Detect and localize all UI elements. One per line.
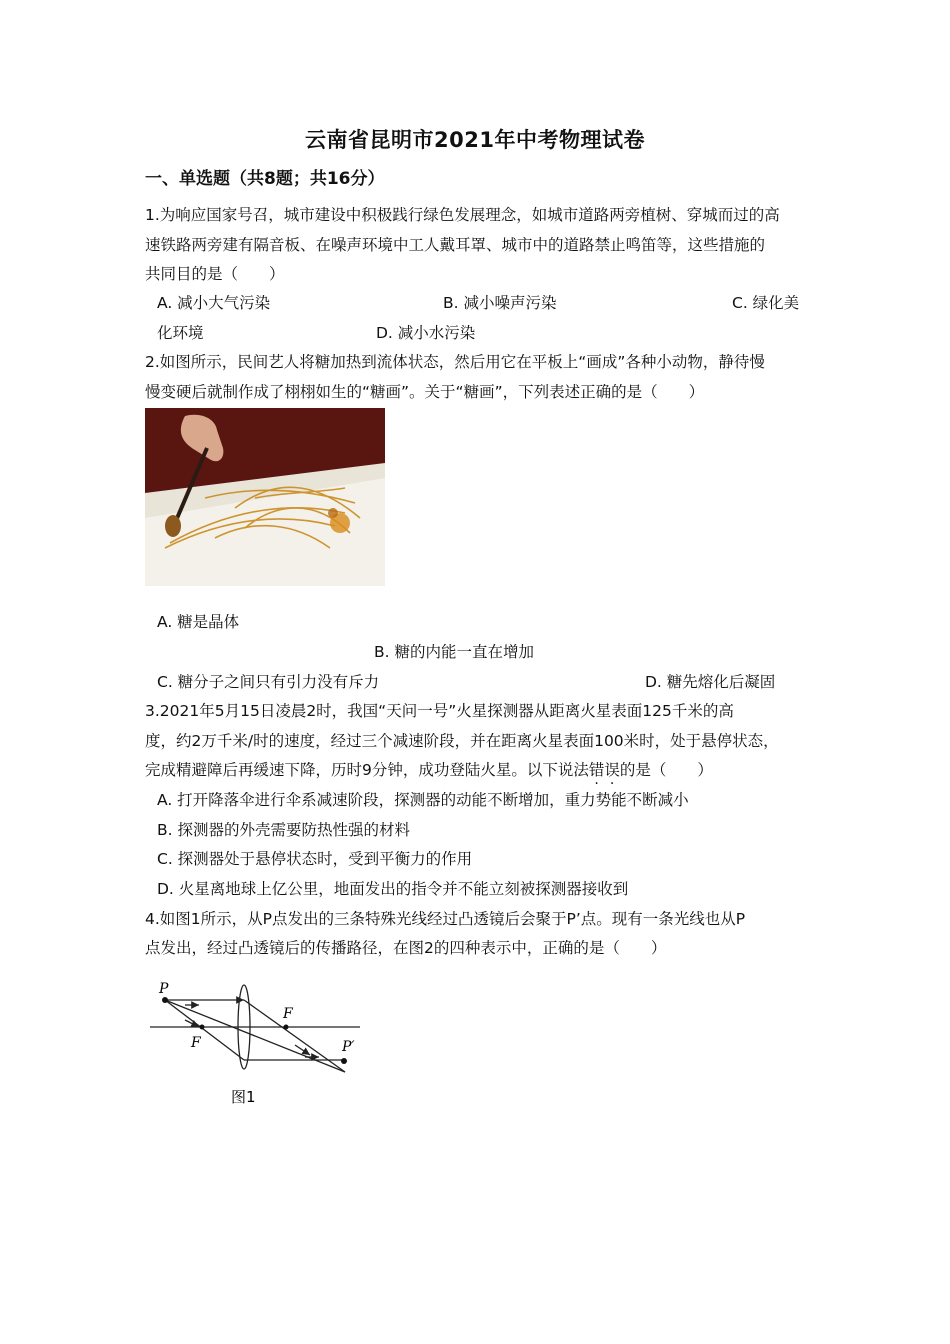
q3-line-1: 3.2021年5月15日凌晨2时，我国“天问一号”火星探测器从距离火星表面125千米的高 xyxy=(145,702,734,720)
q2-option-d: D. 糖先熔化后凝固 xyxy=(645,673,776,691)
q1-line-3: 共同目的是（ ） xyxy=(145,265,285,283)
q3-option-d: D. 火星离地球上亿公里，地面发出的指令并不能立刻被探测器接收到 xyxy=(157,880,629,898)
q1-option-a: A. 减小大气污染 xyxy=(157,294,271,312)
q3-option-b: B. 探测器的外壳需要防热性强的材料 xyxy=(157,821,410,839)
q1-option-b: B. 减小噪声污染 xyxy=(443,294,557,312)
q4-line-2: 点发出，经过凸透镜后的传播路径，在图2的四种表示中，正确的是（ ） xyxy=(145,939,667,957)
q2-option-a: A. 糖是晶体 xyxy=(157,613,240,631)
point-p xyxy=(162,997,168,1003)
sugar-painting-photo xyxy=(145,408,385,586)
q4-line-1: 4.如图1所示，从P点发出的三条特殊光线经过凸透镜后会聚于P’点。现有一条光线也从P xyxy=(145,910,746,928)
point-p-image xyxy=(341,1058,347,1064)
q1-line-1: 1.为响应国家号召，城市建设中积极践行绿色发展理念，如城市道路两旁植树、穿城而过的高 xyxy=(145,206,780,224)
q3-option-c: C. 探测器处于悬停状态时，受到平衡力的作用 xyxy=(157,850,473,868)
q1-line-2: 速铁路两旁建有隔音板、在噪声环境中工人戴耳罩、城市中的道路禁止鸣笛等，这些措施的 xyxy=(145,236,766,254)
label-f-left: F xyxy=(191,1035,201,1051)
q2-line-2: 慢变硬后就制作成了栩栩如生的“糖画”。关于“糖画”，下列表述正确的是（ ） xyxy=(145,383,705,401)
emphasis-char-1: 错 xyxy=(588,761,605,779)
q2-line-1: 2.如图所示，民间艺人将糖加热到流体状态，然后用它在平板上“画成”各种小动物，静待慢 xyxy=(145,353,765,371)
q3-line-2: 度，约2万千米/时的速度，经过三个减速阶段，并在距离火星表面100米时，处于悬停状态， xyxy=(145,732,779,750)
q3-line-3-text: 完成精避障后再缓速下降，历时9分钟，成功登陆火星。以下说法 xyxy=(145,761,589,779)
page-title: 云南省昆明市2021年中考物理试卷 xyxy=(305,128,645,152)
q3-option-a: A. 打开降落伞进行伞系减速阶段，探测器的动能不断增加，重力势能不断减小 xyxy=(157,791,689,809)
q2-option-c: C. 糖分子之间只有引力没有斥力 xyxy=(157,673,380,691)
q3-line-3-tail: 的是（ ） xyxy=(619,761,713,779)
emphasis-char-2: 误 xyxy=(604,761,620,779)
label-p: P xyxy=(159,981,169,997)
lens-diagram-figure-1 xyxy=(145,975,375,1115)
section-heading: 一、单选题（共8题；共16分） xyxy=(145,169,385,189)
q1-option-c-cont: 化环境 xyxy=(157,324,204,342)
figure-caption: 图1 xyxy=(231,1088,256,1106)
point-f-left xyxy=(200,1025,205,1030)
q3-line-3 xyxy=(145,760,713,780)
q2-option-b: B. 糖的内能一直在增加 xyxy=(374,643,534,661)
label-f-right: F xyxy=(283,1006,293,1022)
point-f-right xyxy=(284,1025,289,1030)
q1-option-d: D. 减小水污染 xyxy=(376,324,476,342)
label-p-image: P′ xyxy=(342,1039,355,1055)
q1-option-c: C. 绿化美 xyxy=(732,294,800,312)
